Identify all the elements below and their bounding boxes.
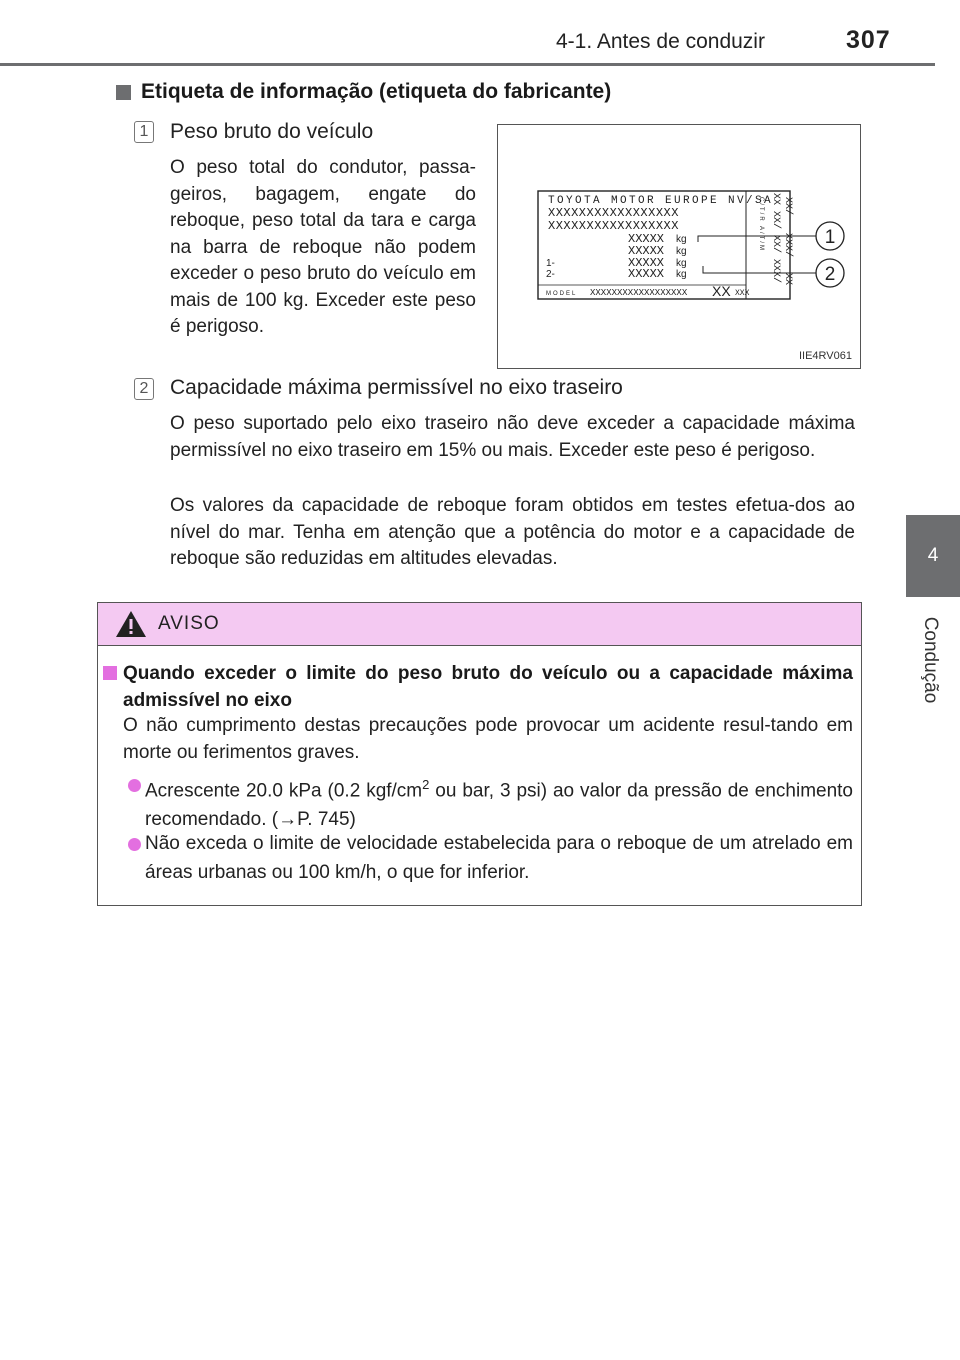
unit-kg: kg — [676, 234, 687, 245]
unit-kg: kg — [676, 246, 687, 257]
manufacturer-label-figure — [497, 124, 861, 369]
callout-2-leader — [703, 266, 816, 273]
section-breadcrumb: 4-1. Antes de conduzir — [556, 30, 765, 53]
item-title: Peso bruto do veículo — [170, 120, 374, 143]
model-big: XX — [712, 283, 731, 299]
warning-text: O não cumprimento destas precauções pode provocar um acidente resul-tando em morte ou ferimentos graves. — [123, 715, 853, 763]
side-column-label: C/T/R A/T/M — [758, 197, 764, 252]
weight-gross: XXXXX — [628, 232, 665, 246]
side-column-values-2 — [782, 197, 794, 285]
bullet-1-text-b: ou bar, 3 psi) ao valor da pressão de enchimento recomendado. ( — [145, 780, 853, 831]
side-value-3: XX/ — [770, 235, 781, 254]
chapter-number: 4 — [927, 545, 939, 566]
section-heading — [116, 80, 611, 104]
weight-axle-1: XXXXX — [628, 256, 665, 270]
side-value-1: XX — [770, 193, 781, 206]
header-rule — [0, 63, 935, 66]
page-reference-arrow-icon: → — [278, 809, 298, 831]
model-tail: XXX — [735, 289, 750, 298]
item-description: O peso suportado pelo eixo traseiro não deve exceder a capacidade máxima permissível no eixo traseiro em 15% ou mais. Exceder este peso é perigoso. — [170, 413, 855, 461]
warning-title: AVISO — [158, 613, 220, 634]
callout-1-leader — [698, 236, 816, 242]
warning-bullet-1 — [145, 770, 853, 834]
side-value-7: XX — [782, 273, 793, 286]
chapter-label-text: Condução — [920, 616, 941, 704]
warning-bullet-2: Não exceda o limite de velocidade estabelecida para o reboque de um atrelado em áreas urbanas ou 100 km/h, o que for inferior. — [145, 833, 853, 883]
warning-subtitle: Quando exceder o limite do peso bruto do veículo ou a capacidade máxima admissível no eixo — [123, 663, 853, 711]
page-reference-link[interactable]: P. 745) — [297, 809, 356, 831]
chapter-tab[interactable] — [906, 515, 960, 597]
item-note: Os valores da capacidade de reboque foram obtidos em testes efetua-dos ao nível do mar. Tenha em atenção que a potência do motor e a capacidade de reboque são reduzidas em altitudes elevadas. — [170, 495, 855, 569]
side-value-5: XX/ — [782, 197, 793, 216]
warning-header — [98, 603, 861, 646]
side-value-6: XXX/ — [782, 233, 793, 258]
warning-triangle-icon — [115, 610, 147, 638]
bullet-1-superscript: 2 — [422, 777, 430, 792]
bullet-1-text-a: Acrescente 20.0 kPa (0.2 kgf/cm — [145, 780, 423, 802]
label-row-1: XXXXXXXXXXXXXXXXX — [548, 206, 679, 220]
item-title: Capacidade máxima permissível no eixo traseiro — [170, 376, 623, 399]
side-value-4: XXX/ — [770, 259, 781, 284]
unit-kg: kg — [676, 269, 687, 280]
bullet-dot-icon — [128, 779, 141, 792]
side-column-text — [758, 197, 764, 252]
chapter-label — [900, 600, 960, 720]
square-bullet-icon — [116, 85, 131, 100]
label-row-2: XXXXXXXXXXXXXXXXX — [548, 219, 679, 233]
figure-code: IIE4RV061 — [798, 350, 852, 362]
model-value: XXXXXXXXXXXXXXXXXX — [590, 288, 688, 298]
pink-square-bullet-icon — [103, 666, 117, 680]
model-label: MODEL — [546, 291, 578, 297]
bullet-dot-icon — [128, 838, 141, 851]
axle-label-1: 1- — [546, 258, 555, 269]
callout-2-number: 2 — [824, 264, 836, 285]
manufacturer-label-illustration — [498, 125, 859, 367]
axle-label-2: 2- — [546, 269, 555, 280]
item-description: O peso total do condutor, passa-geiros, bagagem, engate do reboque, peso total da tara e carga na barra de reboque não podem exceder o peso bruto do veículo em mais de 100 kg. Exceder este peso é perigoso. — [170, 157, 476, 337]
item-number-badge: 2 — [134, 378, 154, 400]
label-header-text: TOYOTA MOTOR EUROPE NV/SA — [548, 195, 774, 207]
section-title: Etiqueta de informação (etiqueta do fabricante) — [141, 80, 612, 103]
callout-1-number: 1 — [824, 227, 836, 248]
item-number-badge: 1 — [134, 121, 154, 143]
weight-train: XXXXX — [628, 244, 665, 258]
unit-kg: kg — [676, 258, 687, 269]
page-number: 307 — [846, 26, 891, 54]
side-value-2: XX/ — [770, 211, 781, 230]
weight-axle-2: XXXXX — [628, 267, 665, 281]
